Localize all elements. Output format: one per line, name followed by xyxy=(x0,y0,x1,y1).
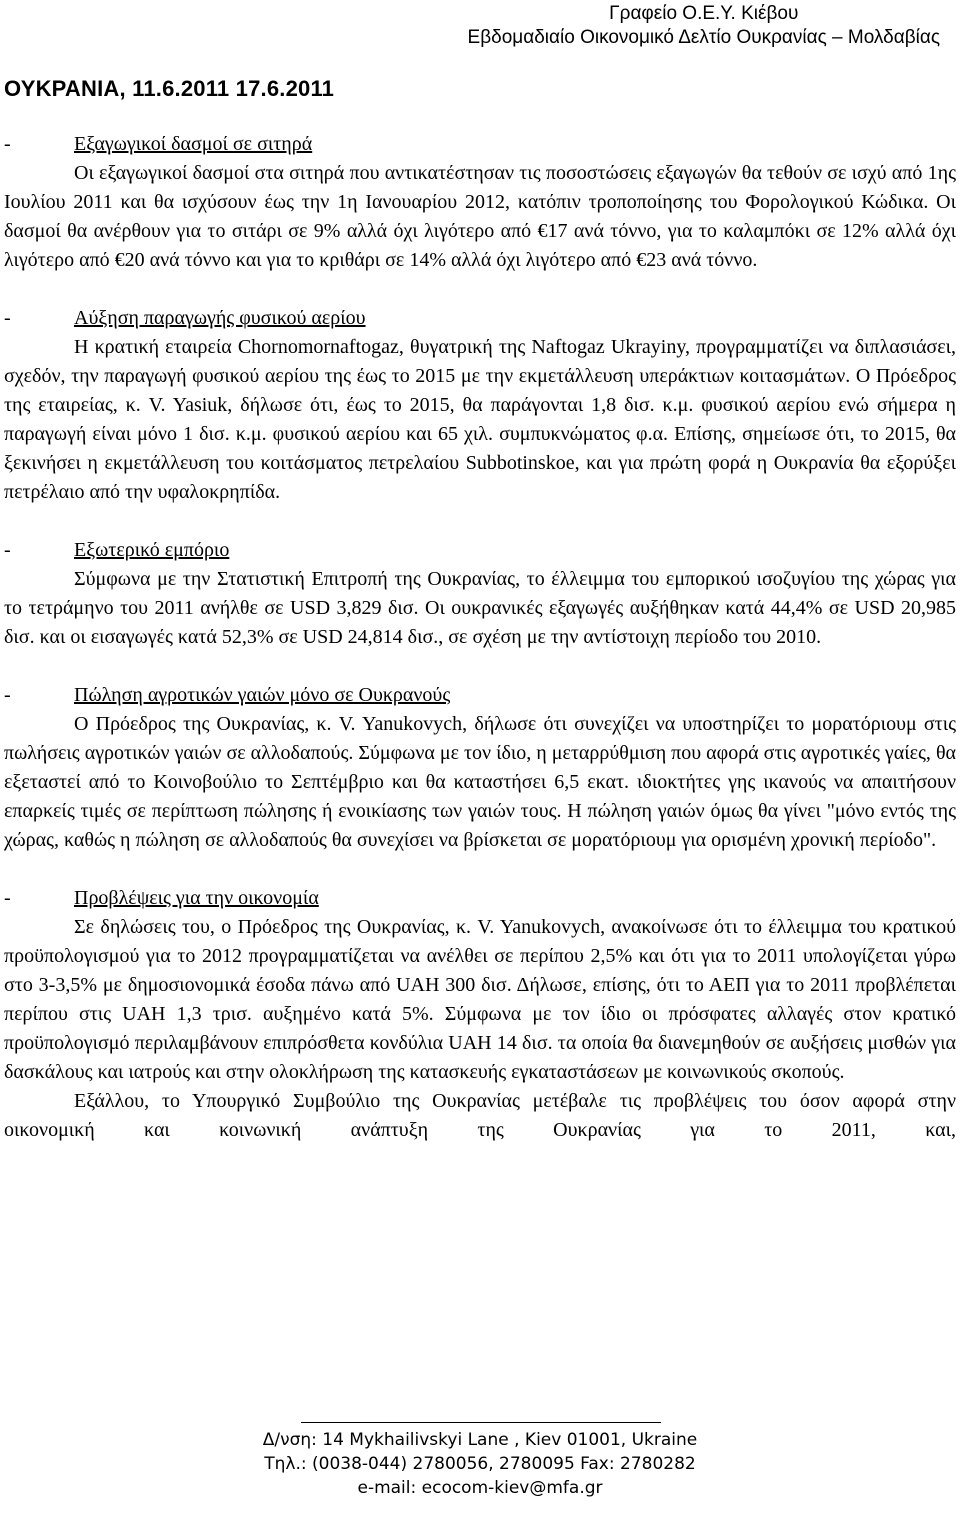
section-grain-export-duties xyxy=(4,130,956,275)
section-title: Προβλέψεις για την οικονομία xyxy=(74,887,319,909)
document-header xyxy=(468,2,940,50)
section-economy-forecasts xyxy=(4,884,956,1145)
footer-phones: Τηλ.: (0038-044) 2780056, 2780095 Fax: 2780282 xyxy=(264,1454,696,1474)
document-body xyxy=(4,130,956,1174)
section-gas-production xyxy=(4,304,956,507)
section-title-row xyxy=(4,884,956,913)
section-paragraph: Εξάλλου, το Υπουργικό Συμβούλιο της Ουκρανίας μετέβαλε τις προβλέψεις του όσον αφορά στην οικονομική και κοινωνική ανάπτυξη της Ουκρανίας για το 2011, και, xyxy=(4,1090,956,1141)
section-dash: - xyxy=(4,539,11,561)
section-paragraph: Σύμφωνα με την Στατιστική Επιτροπή της Ουκρανίας, το έλλειμμα του εμπορικού ισοζυγίου της χώρας για το τετράμηνο του 2011 ανήλθε σε USD 3,829 δισ. Οι ουκρανικές εξαγωγές αυξήθηκαν κατά 44,4% σε USD 20,985 δισ. και οι εισαγωγές κατά 52,3% σε USD 24,814 δισ., σε σχέση με την αντίστοιχη περίοδο του 2010. xyxy=(4,568,956,648)
section-paragraph: Η κρατική εταιρεία Chornomornaftogaz, θυγατρική της Naftogaz Ukrayiny, προγραμματίζει να διπλασιάσει, σχεδόν, την παραγωγή φυσικού αερίου της έως το 2015 με την εκμετάλλευση υπεράκτιων κοιτασμάτων. Ο Πρόεδρος της εταιρείας, κ. V. Yasiuk, δήλωσε ότι, έως το 2015, θα παράγονται 1,8 δισ. κ.μ. φυσικού αερίου ενώ σήμερα η παραγωγή είναι μόνο 1 δισ. κ.μ. φυσικού αερίου και 65 χιλ. συμπυκνώματος φ.α. Επίσης, σημείωσε ότι, το 2015, θα ξεκινήσει η εκμετάλλευση του κοιτάσματος πετρελαίου Subbotinskoe, και για πρώτη φορά η Ουκρανία θα εξορύξει πετρέλαιο από την υφαλοκρηπίδα. xyxy=(4,336,956,503)
header-bulletin: Εβδομαδιαίο Οικονομικό Δελτίο Ουκρανίας – Μολδαβίας xyxy=(467,27,940,48)
section-title-row xyxy=(4,536,956,565)
footer-address: Δ/νση: 14 Mykhailivskyi Lane , Kiev 01001, Ukraine xyxy=(262,1430,698,1450)
section-dash: - xyxy=(4,887,11,909)
section-title-row xyxy=(4,130,956,159)
footer-email: e-mail: ecocom-kiev@mfa.gr xyxy=(357,1478,603,1498)
header-office: Γραφείο Ο.Ε.Υ. Κιέβου xyxy=(609,3,799,24)
section-title: Εξωτερικό εμπόριο xyxy=(74,539,230,561)
footer-divider xyxy=(301,1422,661,1423)
section-land-sales xyxy=(4,681,956,855)
section-dash: - xyxy=(4,307,11,329)
section-paragraph: Σε δηλώσεις του, ο Πρόεδρος της Ουκρανίας, κ. V. Yanukovych, ανακοίνωσε ότι το έλλειμμα του κρατικού προϋπολογισμού για το 2012 προγραμματίζεται να ανέλθει σε περίπου 2,5% και ότι για το 2011 υπολογίζεται γύρω στο 3-3,5% με δημοσιονομικά έσοδα πάνω από UAH 300 δισ. Δήλωσε, επίσης, ότι το ΑΕΠ για το 2011 προβλέπεται περίπου στις UAH 1,3 τρισ. αυξημένο κατά 5%. Σύμφωνα με τον ίδιο οι πρόσφατες αλλαγές στον κρατικό προϋπολογισμό περιλαμβάνουν επιπρόσθετα κονδύλια UAH 14 δισ. τα οποία θα διανεμηθούν σε αυξήσεις μισθών για δασκάλους και ιατρούς και στην ολοκλήρωση της κατασκευής εγκαταστάσεων με κοινωνικούς σκοπούς. xyxy=(4,916,956,1083)
section-title-row xyxy=(4,304,956,333)
section-dash: - xyxy=(4,684,11,706)
section-foreign-trade xyxy=(4,536,956,652)
section-dash: - xyxy=(4,133,11,155)
section-title: Αύξηση παραγωγής φυσικού αερίου xyxy=(74,307,366,329)
section-paragraph: Οι εξαγωγικοί δασμοί στα σιτηρά που αντικατέστησαν τις ποσοστώσεις εξαγωγών θα τεθούν σε ισχύ από 1ης Ιουλίου 2011 και θα ισχύσουν έως την 1η Ιανουαρίου 2012, κατόπιν τροποποίησης του Φορολογικού Κώδικα. Οι δασμοί θα ανέρθουν για το σιτάρι σε 9% αλλά όχι λιγότερο από €17 ανά τόννο, για το καλαμπόκι σε 12% αλλά όχι λιγότερο από €20 ανά τόννο και για το κριθάρι σε 14% αλλά όχι λιγότερο από €23 ανά τόννο. xyxy=(4,162,956,271)
document-footer xyxy=(0,1428,960,1500)
section-title: Πώληση αγροτικών γαιών μόνο σε Ουκρανούς xyxy=(74,684,451,706)
date-line: ΟΥΚΡΑΝΙΑ, 11.6.2011 17.6.2011 xyxy=(4,76,335,101)
section-title: Εξαγωγικοί δασμοί σε σιτηρά xyxy=(74,133,313,155)
section-paragraph: Ο Πρόεδρος της Ουκρανίας, κ. V. Yanukovych, δήλωσε ότι συνεχίζει να υποστηρίζει το μορατόριουμ στις πωλήσεις αγροτικών γαιών σε αλλοδαπούς. Σύμφωνα με τον ίδιο, η μεταρρύθμιση που αφορά στις αγροτικές γαίες, θα εξεταστεί από το Κοινοβούλιο το Σεπτέμβριο και θα καταστήσει 6,5 εκατ. ιδιοκτήτες γης ικανούς να απαιτήσουν επαρκείς τιμές σε περίπτωση πώλησης ή ενοικίασης των γαιών τους. Η πώληση γαιών όμως θα γίνει "μόνο εντός της χώρας, καθώς η πώληση σε αλλοδαπούς θα συνεχίσει να βρίσκεται σε μορατόριουμ για ορισμένη χρονική περίοδο". xyxy=(4,713,956,851)
section-title-row xyxy=(4,681,956,710)
